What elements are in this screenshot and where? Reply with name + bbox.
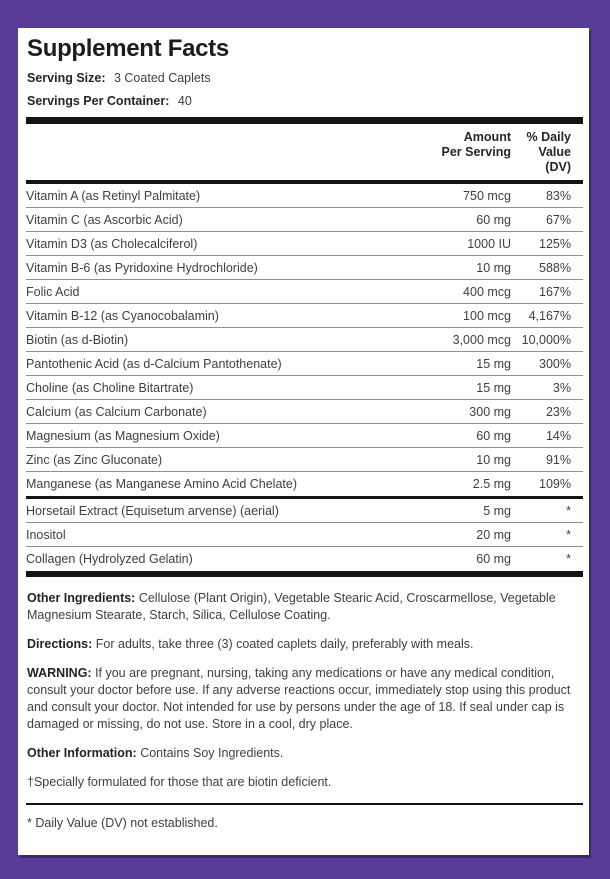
nutrient-row bbox=[26, 280, 583, 304]
nutrient-dv: 4,167% bbox=[528, 308, 571, 323]
other-information bbox=[27, 745, 581, 762]
header-percent-daily-value bbox=[511, 130, 583, 175]
table-header bbox=[26, 124, 583, 180]
supplement-facts-panel bbox=[18, 28, 589, 855]
serving-size-label: Serving Size: bbox=[27, 71, 106, 85]
header-dv-line3: (DV) bbox=[545, 160, 571, 174]
nutrient-dv: 3% bbox=[552, 380, 571, 395]
nutrient-amount: 1000 IU bbox=[467, 236, 511, 251]
nutrient-amount: 100 mcg bbox=[463, 308, 511, 323]
nutrient-amount: 2.5 mg bbox=[472, 477, 511, 491]
nutrient-amount: 15 mg bbox=[476, 380, 511, 395]
nutrient-amount: 3,000 mcg bbox=[452, 332, 511, 347]
biotin-note: †Specially formulated for those that are biotin deficient. bbox=[27, 775, 332, 789]
nutrient-dv: 125% bbox=[539, 236, 571, 251]
nutrient-dv: 588% bbox=[539, 260, 571, 275]
directions bbox=[27, 636, 581, 653]
nutrient-dv: 14% bbox=[545, 428, 571, 443]
nutrient-name: Pantothenic Acid (as d-Calcium Pantothenate) bbox=[26, 356, 282, 371]
header-amount-line1: Amount bbox=[463, 130, 511, 144]
other-information-label: Other Information: bbox=[27, 746, 137, 760]
nutrient-dv: * bbox=[566, 552, 571, 566]
nutrient-row bbox=[26, 400, 583, 424]
header-dv-line2: Value bbox=[538, 145, 571, 159]
servings-per-container-value: 40 bbox=[177, 94, 192, 108]
warning-text: If you are pregnant, nursing, taking any medications or have any medical condition, consult your doctor before use. If any adverse reactions occur, immediately stop using this product and consult your doctor. Not intended for use by persons under the age of 18. If seal under cap is damaged or missing, do not use. Store in a cool, dry place. bbox=[27, 666, 571, 731]
servings-per-container-line bbox=[27, 94, 583, 109]
warning bbox=[27, 665, 581, 733]
warning-label: WARNING: bbox=[27, 666, 92, 680]
nutrient-name: Collagen (Hydrolyzed Gelatin) bbox=[26, 552, 193, 566]
nutrient-name: Zinc (as Zinc Gluconate) bbox=[26, 452, 163, 467]
other-ingredients bbox=[27, 590, 581, 624]
nutrient-row bbox=[26, 328, 583, 352]
nutrient-amount: 5 mg bbox=[483, 503, 511, 518]
nutrient-name: Choline (as Choline Bitartrate) bbox=[26, 380, 194, 395]
nutrient-amount: 20 mg bbox=[476, 527, 511, 542]
nutrient-dv: 91% bbox=[545, 452, 571, 467]
nutrient-dv: 83% bbox=[545, 188, 571, 203]
nutrient-name: Biotin (as d-Biotin) bbox=[26, 332, 129, 347]
nutrient-dv: 300% bbox=[539, 356, 571, 371]
header-amount-line2: Per Serving bbox=[441, 145, 511, 159]
serving-size-line bbox=[27, 71, 583, 86]
nutrient-name: Manganese (as Manganese Amino Acid Chelate) bbox=[26, 477, 297, 491]
nutrient-dv: 109% bbox=[539, 477, 571, 491]
other-ingredients-label: Other Ingredients: bbox=[27, 591, 136, 605]
nutrient-amount: 750 mcg bbox=[463, 188, 511, 203]
nutrient-row bbox=[26, 352, 583, 376]
nutrient-row bbox=[26, 499, 583, 523]
section-divider-thick bbox=[26, 117, 583, 124]
nutrient-row bbox=[26, 448, 583, 472]
nutrient-row bbox=[26, 472, 583, 496]
nutrient-row bbox=[26, 376, 583, 400]
nutrient-amount: 300 mg bbox=[469, 404, 511, 419]
nutrient-name: Horsetail Extract (Equisetum arvense) (aerial) bbox=[26, 503, 279, 518]
directions-text: For adults, take three (3) coated caplets daily, preferably with meals. bbox=[95, 637, 474, 651]
nutrient-dv: * bbox=[566, 503, 571, 518]
nutrient-name: Calcium (as Calcium Carbonate) bbox=[26, 404, 207, 419]
nutrient-row bbox=[26, 184, 583, 208]
nutrient-dv: 10,000% bbox=[521, 332, 571, 347]
nutrient-name: Magnesium (as Magnesium Oxide) bbox=[26, 428, 220, 443]
nutrient-name: Inositol bbox=[26, 527, 66, 542]
footnote-divider bbox=[26, 803, 583, 805]
panel-title: Supplement Facts bbox=[27, 35, 229, 62]
nutrient-amount: 60 mg bbox=[476, 212, 511, 227]
nutrient-name: Vitamin D3 (as Cholecalciferol) bbox=[26, 236, 198, 251]
nutrient-amount: 10 mg bbox=[476, 452, 511, 467]
nutrient-amount: 15 mg bbox=[476, 356, 511, 371]
nutrient-amount: 60 mg bbox=[476, 428, 511, 443]
info-paragraphs bbox=[26, 577, 583, 791]
directions-label: Directions: bbox=[27, 637, 93, 651]
nutrient-amount: 10 mg bbox=[476, 260, 511, 275]
nutrient-name: Folic Acid bbox=[26, 284, 80, 299]
nutrient-dv: * bbox=[566, 527, 571, 542]
serving-size-value: 3 Coated Caplets bbox=[113, 71, 211, 85]
botanical-rows bbox=[26, 499, 583, 571]
nutrient-dv: 67% bbox=[545, 212, 571, 227]
other-ingredients-text: Cellulose (Plant Origin), Vegetable Stearic Acid, Croscarmellose, Vegetable Magnesium Stearate, Starch, Silica, Cellulose Coating. bbox=[27, 591, 556, 622]
nutrient-name: Vitamin A (as Retinyl Palmitate) bbox=[26, 188, 201, 203]
nutrient-amount: 400 mcg bbox=[463, 284, 511, 299]
nutrient-row bbox=[26, 304, 583, 328]
other-information-text: Contains Soy Ingredients. bbox=[140, 746, 284, 760]
nutrient-row bbox=[26, 523, 583, 547]
nutrient-row bbox=[26, 256, 583, 280]
nutrient-row bbox=[26, 232, 583, 256]
nutrient-row bbox=[26, 547, 583, 571]
header-amount-per-serving bbox=[401, 130, 511, 175]
nutrient-dv: 23% bbox=[545, 404, 571, 419]
header-name-spacer bbox=[26, 130, 401, 175]
nutrient-row bbox=[26, 208, 583, 232]
nutrient-name: Vitamin B-6 (as Pyridoxine Hydrochloride) bbox=[26, 260, 258, 275]
nutrient-row bbox=[26, 424, 583, 448]
dv-footnote: * Daily Value (DV) not established. bbox=[27, 816, 218, 830]
servings-per-container-label: Servings Per Container: bbox=[27, 94, 170, 108]
nutrient-name: Vitamin C (as Ascorbic Acid) bbox=[26, 212, 183, 227]
nutrient-name: Vitamin B-12 (as Cyanocobalamin) bbox=[26, 308, 219, 323]
nutrient-dv: 167% bbox=[539, 284, 571, 299]
nutrient-amount: 60 mg bbox=[476, 552, 511, 566]
header-dv-line1: % Daily bbox=[526, 130, 571, 144]
main-nutrient-rows bbox=[26, 184, 583, 496]
